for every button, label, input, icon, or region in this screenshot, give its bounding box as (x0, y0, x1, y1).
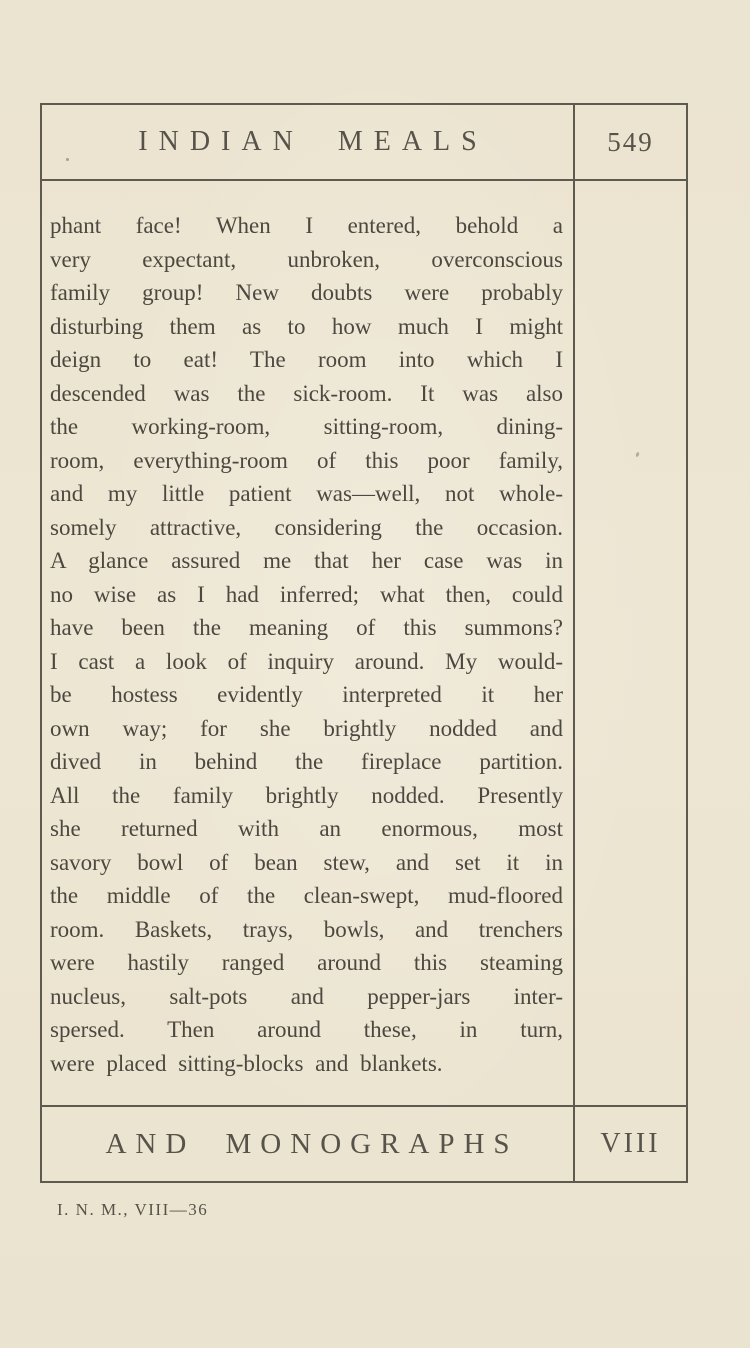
text-line: spersed. Then around these, in turn, (50, 1017, 563, 1042)
text-line: nucleus, salt-pots and pepper-jars inter- (50, 983, 563, 1009)
text-line: own way; for she brightly nodded and (50, 715, 563, 741)
text-line: I cast a look of inquiry around. My would- (50, 648, 563, 674)
page-number: 549 (607, 126, 654, 157)
text-line: room, everything-room of this poor family, (50, 447, 563, 473)
text-line: were hastily ranged around this steaming (50, 950, 563, 975)
text-line: the middle of the clean-swept, mud-floored (50, 883, 563, 908)
page-frame (40, 103, 688, 1183)
running-footer (42, 1105, 575, 1181)
text-line: the working-room, sitting-room, dining- (50, 414, 563, 439)
text-line: All the family brightly nodded. Presently (50, 782, 563, 808)
text-line: savory bowl of bean stew, and set it in (50, 849, 563, 875)
text-line: family group! New doubts were probably (50, 280, 563, 305)
volume-cell (575, 1105, 686, 1181)
text-line: somely attractive, considering the occasion. (50, 514, 563, 540)
text-line: have been the meaning of this summons? (50, 615, 563, 640)
text-line: deign to eat! The room into which I (50, 347, 563, 372)
text-line: were placed sitting-blocks and blankets. (50, 1050, 443, 1076)
volume-numeral: VIII (600, 1128, 661, 1159)
text-line: no wise as I had inferred; what then, could (50, 581, 563, 607)
running-header (42, 105, 575, 181)
text-line: A glance assured me that her case was in (50, 548, 563, 573)
header-title: INDIAN MEALS (138, 126, 488, 157)
text-line: be hostess evidently interpreted it her (50, 682, 563, 707)
body-text-column (42, 181, 575, 1105)
text-line: she returned with an enormous, most (50, 816, 563, 841)
text-line: dived in behind the fireplace partition. (50, 749, 563, 774)
page-number-cell (575, 105, 686, 181)
footer-title: AND MONOGRAPHS (105, 1127, 519, 1160)
body-text (50, 209, 563, 1080)
text-line: phant face! When I entered, behold a (50, 213, 563, 238)
text-line: disturbing them as to how much I might (50, 313, 563, 339)
text-line: room. Baskets, trays, bowls, and trenchers (50, 916, 563, 942)
text-line: and my little patient was—well, not whole- (50, 481, 563, 506)
paper-speck (66, 158, 69, 161)
signature-mark: I. N. M., VIII—36 (57, 1200, 209, 1219)
text-line: very expectant, unbroken, overconscious (50, 246, 563, 272)
text-line: descended was the sick-room. It was also (50, 380, 563, 406)
margin-column (575, 181, 686, 1105)
